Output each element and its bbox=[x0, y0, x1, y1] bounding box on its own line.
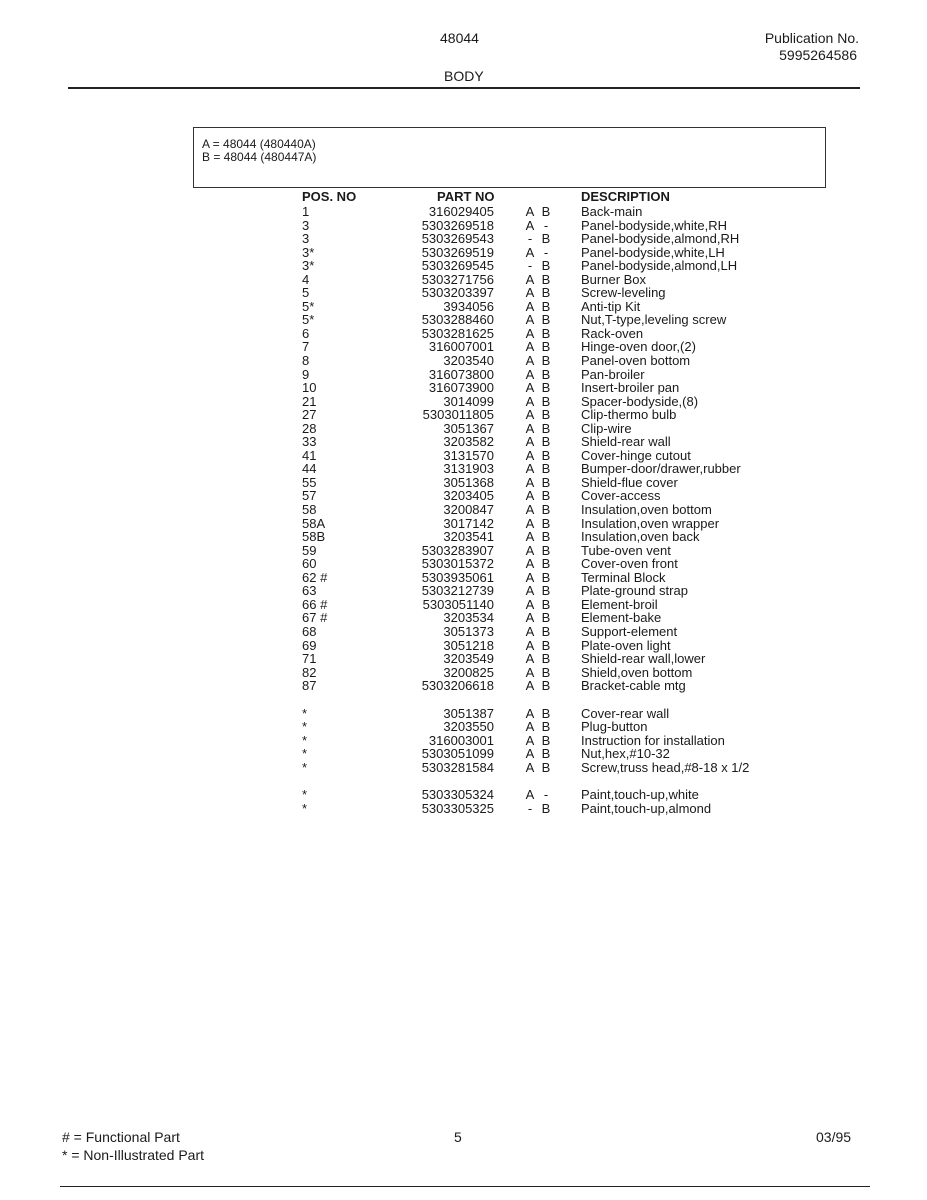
parts-row bbox=[0, 408, 927, 422]
model-a-flag: A bbox=[525, 393, 535, 409]
model-a-flag: A bbox=[525, 719, 535, 735]
model-a-flag: - bbox=[527, 800, 533, 816]
parts-row bbox=[0, 666, 927, 680]
part-number: 5303206618 bbox=[421, 678, 494, 694]
pos-number: 10 bbox=[302, 380, 317, 396]
part-number: 5303203397 bbox=[421, 285, 494, 301]
model-a-flag: A bbox=[525, 569, 535, 585]
parts-row bbox=[0, 517, 927, 531]
model-a-flag: A bbox=[525, 420, 535, 436]
model-b-flag: B bbox=[541, 529, 551, 545]
part-description: Insulation,oven wrapper bbox=[581, 515, 720, 531]
pos-number: 1 bbox=[302, 204, 310, 219]
model-a-flag: A bbox=[525, 407, 535, 423]
model-a-flag: A bbox=[525, 678, 535, 694]
functional-part-note: # = Functional Part bbox=[62, 1129, 180, 1145]
model-b-flag: B bbox=[541, 610, 551, 626]
model-a-flag: A bbox=[525, 596, 535, 612]
pos-number: * bbox=[302, 719, 308, 735]
col-header-pos: POS. NO bbox=[302, 189, 357, 204]
pos-number: 28 bbox=[302, 420, 317, 436]
pos-number: * bbox=[302, 705, 308, 721]
model-b-flag: B bbox=[541, 596, 551, 612]
pos-number: 55 bbox=[302, 474, 317, 490]
part-description: Plate-ground strap bbox=[581, 583, 688, 599]
model-a-line: A = 48044 (480440A) bbox=[202, 137, 316, 151]
part-number: 5303305324 bbox=[421, 787, 494, 803]
model-b-flag: B bbox=[541, 705, 551, 721]
pos-number: 57 bbox=[302, 488, 317, 504]
part-number: 316073800 bbox=[428, 366, 494, 382]
model-b-flag: B bbox=[541, 515, 551, 531]
parts-row bbox=[0, 503, 927, 517]
model-b-flag: B bbox=[541, 366, 551, 382]
part-description: Insulation,oven back bbox=[581, 529, 700, 545]
part-description: Instruction for installation bbox=[581, 732, 725, 748]
parts-row bbox=[0, 395, 927, 409]
part-number: 5303269518 bbox=[421, 217, 494, 233]
model-a-flag: A bbox=[525, 298, 535, 314]
part-description: Panel-bodyside,almond,RH bbox=[581, 231, 740, 247]
part-description: Spacer-bodyside,(8) bbox=[581, 393, 699, 409]
part-description: Element-bake bbox=[581, 610, 662, 626]
pos-number: 4 bbox=[302, 271, 310, 287]
model-b-flag: B bbox=[541, 285, 551, 301]
part-description: Panel-bodyside,white,LH bbox=[581, 244, 725, 260]
part-number: 5303281584 bbox=[421, 759, 494, 775]
model-b-flag: B bbox=[541, 678, 551, 694]
part-description: Shield-rear wall,lower bbox=[581, 651, 706, 667]
part-description: Nut,hex,#10-32 bbox=[581, 746, 670, 762]
part-number: 3203405 bbox=[443, 488, 494, 504]
model-a-flag: A bbox=[525, 651, 535, 667]
pos-number: 3* bbox=[302, 244, 315, 260]
part-description: Burner Box bbox=[581, 271, 647, 287]
part-number: 5303269519 bbox=[421, 244, 494, 260]
pos-number: * bbox=[302, 746, 308, 762]
pos-number: * bbox=[302, 787, 308, 803]
footer-rule bbox=[60, 1186, 870, 1187]
part-description: Tube-oven vent bbox=[581, 542, 671, 558]
model-b-flag: B bbox=[541, 623, 551, 639]
model-b-flag: - bbox=[543, 244, 549, 260]
model-b-flag: B bbox=[541, 664, 551, 680]
model-a-flag: A bbox=[525, 325, 535, 341]
part-number: 3131903 bbox=[443, 461, 494, 477]
part-number: 5303269545 bbox=[421, 258, 494, 274]
part-description: Insert-broiler pan bbox=[581, 380, 680, 396]
model-a-flag: A bbox=[525, 637, 535, 653]
pos-number: 3* bbox=[302, 258, 315, 274]
pos-number: 82 bbox=[302, 664, 317, 680]
model-a-flag: A bbox=[525, 529, 535, 545]
parts-row bbox=[0, 489, 927, 503]
part-description: Shield,oven bottom bbox=[581, 664, 693, 680]
part-number: 5303015372 bbox=[421, 556, 494, 572]
parts-row bbox=[0, 707, 927, 721]
part-description: Pan-broiler bbox=[581, 366, 645, 382]
parts-table bbox=[0, 205, 927, 816]
model-a-flag: A bbox=[525, 515, 535, 531]
parts-row bbox=[0, 462, 927, 476]
parts-row bbox=[0, 219, 927, 233]
model-b-flag: B bbox=[541, 474, 551, 490]
model-a-flag: A bbox=[525, 285, 535, 301]
model-a-flag: A bbox=[525, 380, 535, 396]
part-number: 316007001 bbox=[428, 339, 494, 355]
pos-number: 7 bbox=[302, 339, 310, 355]
part-number: 316003001 bbox=[428, 732, 494, 748]
pos-number: 62 # bbox=[302, 569, 328, 585]
parts-row bbox=[0, 368, 927, 382]
pos-number: 59 bbox=[302, 542, 317, 558]
parts-row bbox=[0, 246, 927, 260]
model-b-flag: B bbox=[541, 800, 551, 816]
part-description: Nut,T-type,leveling screw bbox=[581, 312, 727, 328]
pos-number: 44 bbox=[302, 461, 317, 477]
part-description: Clip-thermo bulb bbox=[581, 407, 677, 423]
model-b-flag: B bbox=[541, 488, 551, 504]
parts-row bbox=[0, 557, 927, 571]
col-header-part: PART NO bbox=[437, 189, 495, 204]
model-b-flag: B bbox=[541, 420, 551, 436]
group-spacer bbox=[0, 774, 927, 788]
part-description: Insulation,oven bottom bbox=[581, 502, 712, 518]
model-legend-box bbox=[193, 127, 826, 188]
part-description: Cover-oven front bbox=[581, 556, 678, 572]
revision-date: 03/95 bbox=[816, 1129, 852, 1145]
model-b-flag: B bbox=[541, 271, 551, 287]
publication-number: 5995264586 bbox=[779, 47, 857, 63]
part-number: 5303283907 bbox=[421, 542, 494, 558]
header-rule bbox=[68, 87, 860, 89]
part-number: 5303051099 bbox=[421, 746, 494, 762]
part-number: 316029405 bbox=[428, 204, 494, 219]
part-number: 3014099 bbox=[443, 393, 494, 409]
pos-number: 60 bbox=[302, 556, 317, 572]
model-a-flag: - bbox=[527, 231, 533, 247]
part-description: Cover-hinge cutout bbox=[581, 447, 691, 463]
part-description: Shield-rear wall bbox=[581, 434, 671, 450]
parts-row bbox=[0, 354, 927, 368]
model-a-flag: A bbox=[525, 542, 535, 558]
part-number: 5303935061 bbox=[421, 569, 494, 585]
part-number: 3934056 bbox=[443, 298, 494, 314]
pos-number: 58B bbox=[302, 529, 326, 545]
pos-number: 33 bbox=[302, 434, 317, 450]
model-b-flag: B bbox=[541, 502, 551, 518]
model-a-flag: A bbox=[525, 746, 535, 762]
pos-number: * bbox=[302, 800, 308, 816]
part-number: 3200847 bbox=[443, 502, 494, 518]
model-b-flag: B bbox=[541, 746, 551, 762]
non-illustrated-note: * = Non-Illustrated Part bbox=[62, 1147, 205, 1163]
part-description: Cover-access bbox=[581, 488, 661, 504]
part-description: Paint,touch-up,white bbox=[581, 787, 699, 803]
model-b-flag: B bbox=[541, 298, 551, 314]
model-b-flag: B bbox=[541, 569, 551, 585]
model-b-line: B = 48044 (480447A) bbox=[202, 150, 317, 164]
part-description: Hinge-oven door,(2) bbox=[581, 339, 696, 355]
part-number: 5303011805 bbox=[422, 407, 494, 423]
pos-number: 9 bbox=[302, 366, 310, 382]
model-a-flag: A bbox=[525, 556, 535, 572]
model-b-flag: B bbox=[541, 651, 551, 667]
model-a-flag: A bbox=[525, 339, 535, 355]
parts-row bbox=[0, 802, 927, 816]
part-number: 5303288460 bbox=[421, 312, 494, 328]
pos-number: 3 bbox=[302, 217, 310, 233]
model-a-flag: A bbox=[525, 244, 535, 260]
part-number: 3203540 bbox=[443, 353, 494, 369]
part-number: 3051218 bbox=[443, 637, 494, 653]
model-a-flag: A bbox=[525, 434, 535, 450]
model-a-flag: A bbox=[525, 623, 535, 639]
parts-row bbox=[0, 232, 927, 246]
parts-row bbox=[0, 286, 927, 300]
part-number: 3051368 bbox=[443, 474, 494, 490]
pos-number: 63 bbox=[302, 583, 317, 599]
parts-row bbox=[0, 327, 927, 341]
parts-row bbox=[0, 720, 927, 734]
part-description: Bumper-door/drawer,rubber bbox=[581, 461, 741, 477]
model-a-flag: A bbox=[525, 312, 535, 328]
part-description: Anti-tip Kit bbox=[581, 298, 641, 314]
parts-row bbox=[0, 300, 927, 314]
model-b-flag: B bbox=[541, 339, 551, 355]
parts-row bbox=[0, 313, 927, 327]
publication-label: Publication No. bbox=[764, 30, 859, 46]
part-description: Panel-oven bottom bbox=[581, 353, 691, 369]
pos-number: 58A bbox=[302, 515, 326, 531]
model-b-flag: - bbox=[543, 787, 549, 803]
model-a-flag: A bbox=[525, 664, 535, 680]
model-b-flag: B bbox=[541, 637, 551, 653]
parts-row bbox=[0, 625, 927, 639]
parts-row bbox=[0, 530, 927, 544]
parts-row bbox=[0, 544, 927, 558]
model-b-flag: B bbox=[541, 204, 551, 219]
pos-number: 5* bbox=[302, 312, 315, 328]
part-number: 5303305325 bbox=[421, 800, 494, 816]
part-number: 3203534 bbox=[443, 610, 494, 626]
parts-row bbox=[0, 747, 927, 761]
parts-row bbox=[0, 422, 927, 436]
pos-number: 21 bbox=[302, 393, 317, 409]
model-a-flag: A bbox=[525, 488, 535, 504]
pos-number: 3 bbox=[302, 231, 310, 247]
model-b-flag: B bbox=[541, 542, 551, 558]
model-a-flag: A bbox=[525, 583, 535, 599]
part-number: 3131570 bbox=[443, 447, 494, 463]
part-description: Cover-rear wall bbox=[581, 705, 670, 721]
model-a-flag: A bbox=[525, 502, 535, 518]
part-description: Panel-bodyside,almond,LH bbox=[581, 258, 738, 274]
parts-row bbox=[0, 788, 927, 802]
model-b-flag: B bbox=[541, 325, 551, 341]
part-description: Shield-flue cover bbox=[581, 474, 678, 490]
model-a-flag: A bbox=[525, 732, 535, 748]
pos-number: 67 # bbox=[302, 610, 328, 626]
parts-row bbox=[0, 340, 927, 354]
part-number: 5303051140 bbox=[422, 596, 494, 612]
parts-row bbox=[0, 611, 927, 625]
pos-number: 69 bbox=[302, 637, 317, 653]
part-description: Support-element bbox=[581, 623, 678, 639]
parts-row bbox=[0, 476, 927, 490]
group-spacer bbox=[0, 693, 927, 707]
parts-row bbox=[0, 205, 927, 219]
part-number: 3203541 bbox=[443, 529, 494, 545]
part-description: Clip-wire bbox=[581, 420, 632, 436]
model-a-flag: A bbox=[525, 353, 535, 369]
part-number: 3203549 bbox=[443, 651, 494, 667]
parts-row bbox=[0, 571, 927, 585]
parts-row bbox=[0, 734, 927, 748]
col-header-desc: DESCRIPTION bbox=[581, 189, 670, 204]
part-description: Rack-oven bbox=[581, 325, 644, 341]
parts-row bbox=[0, 449, 927, 463]
model-b-flag: B bbox=[541, 461, 551, 477]
part-number: 3200825 bbox=[443, 664, 494, 680]
model-a-flag: A bbox=[525, 705, 535, 721]
model-a-flag: A bbox=[525, 461, 535, 477]
part-number: 3051373 bbox=[443, 623, 494, 639]
pos-number: 41 bbox=[302, 447, 317, 463]
pos-number: 68 bbox=[302, 623, 317, 639]
pos-number: 87 bbox=[302, 678, 317, 694]
part-description: Panel-bodyside,white,RH bbox=[581, 217, 727, 233]
pos-number: 5* bbox=[302, 298, 315, 314]
parts-row bbox=[0, 679, 927, 693]
model-a-flag: A bbox=[525, 217, 535, 233]
part-number: 5303281625 bbox=[421, 325, 494, 341]
parts-row bbox=[0, 381, 927, 395]
model-a-flag: - bbox=[527, 258, 533, 274]
pos-number: * bbox=[302, 759, 308, 775]
model-b-flag: B bbox=[541, 719, 551, 735]
part-number: 316073900 bbox=[428, 380, 494, 396]
parts-row bbox=[0, 652, 927, 666]
part-number: 3051367 bbox=[443, 420, 494, 436]
model-b-flag: B bbox=[541, 407, 551, 423]
model-b-flag: B bbox=[541, 312, 551, 328]
model-b-flag: B bbox=[541, 732, 551, 748]
pos-number: 5 bbox=[302, 285, 310, 301]
part-number: 3203550 bbox=[443, 719, 494, 735]
pos-number: 6 bbox=[302, 325, 310, 341]
part-description: Terminal Block bbox=[581, 569, 666, 585]
part-description: Screw-leveling bbox=[581, 285, 666, 301]
pos-number: 58 bbox=[302, 502, 317, 518]
model-b-flag: B bbox=[541, 556, 551, 572]
model-a-flag: A bbox=[525, 474, 535, 490]
part-description: Element-broil bbox=[581, 596, 658, 612]
part-number: 3017142 bbox=[443, 515, 494, 531]
pos-number: 27 bbox=[302, 407, 317, 423]
model-b-flag: B bbox=[541, 258, 551, 274]
part-number: 5303271756 bbox=[421, 271, 494, 287]
part-description: Plug-button bbox=[581, 719, 648, 735]
pos-number: 8 bbox=[302, 353, 310, 369]
model-a-flag: A bbox=[525, 271, 535, 287]
model-a-flag: A bbox=[525, 447, 535, 463]
part-description: Back-main bbox=[581, 204, 643, 219]
model-number: 48044 bbox=[440, 30, 479, 46]
part-number: 5303212739 bbox=[421, 583, 494, 599]
part-number: 3203582 bbox=[443, 434, 494, 450]
pos-number: 66 # bbox=[302, 596, 328, 612]
parts-row bbox=[0, 598, 927, 612]
model-a-flag: A bbox=[525, 610, 535, 626]
pos-number: 71 bbox=[302, 651, 317, 667]
parts-row bbox=[0, 639, 927, 653]
model-b-flag: B bbox=[541, 380, 551, 396]
model-b-flag: - bbox=[543, 217, 549, 233]
parts-row bbox=[0, 435, 927, 449]
parts-row bbox=[0, 761, 927, 775]
part-number: 5303269543 bbox=[421, 231, 494, 247]
model-b-flag: B bbox=[541, 759, 551, 775]
parts-row bbox=[0, 273, 927, 287]
model-a-flag: A bbox=[525, 787, 535, 803]
part-description: Bracket-cable mtg bbox=[581, 678, 686, 694]
parts-row bbox=[0, 259, 927, 273]
model-b-flag: B bbox=[541, 231, 551, 247]
pos-number: * bbox=[302, 732, 308, 748]
page-number: 5 bbox=[454, 1129, 462, 1145]
model-b-flag: B bbox=[541, 393, 551, 409]
parts-row bbox=[0, 584, 927, 598]
section-title: BODY bbox=[444, 68, 484, 84]
model-a-flag: A bbox=[525, 366, 535, 382]
model-a-flag: A bbox=[525, 759, 535, 775]
model-b-flag: B bbox=[541, 447, 551, 463]
model-b-flag: B bbox=[541, 434, 551, 450]
model-a-flag: A bbox=[525, 204, 535, 219]
model-b-flag: B bbox=[541, 583, 551, 599]
part-description: Screw,truss head,#8-18 x 1/2 bbox=[581, 759, 750, 775]
model-b-flag: B bbox=[541, 353, 551, 369]
part-description: Plate-oven light bbox=[581, 637, 671, 653]
part-number: 3051387 bbox=[443, 705, 494, 721]
part-description: Paint,touch-up,almond bbox=[581, 800, 712, 816]
